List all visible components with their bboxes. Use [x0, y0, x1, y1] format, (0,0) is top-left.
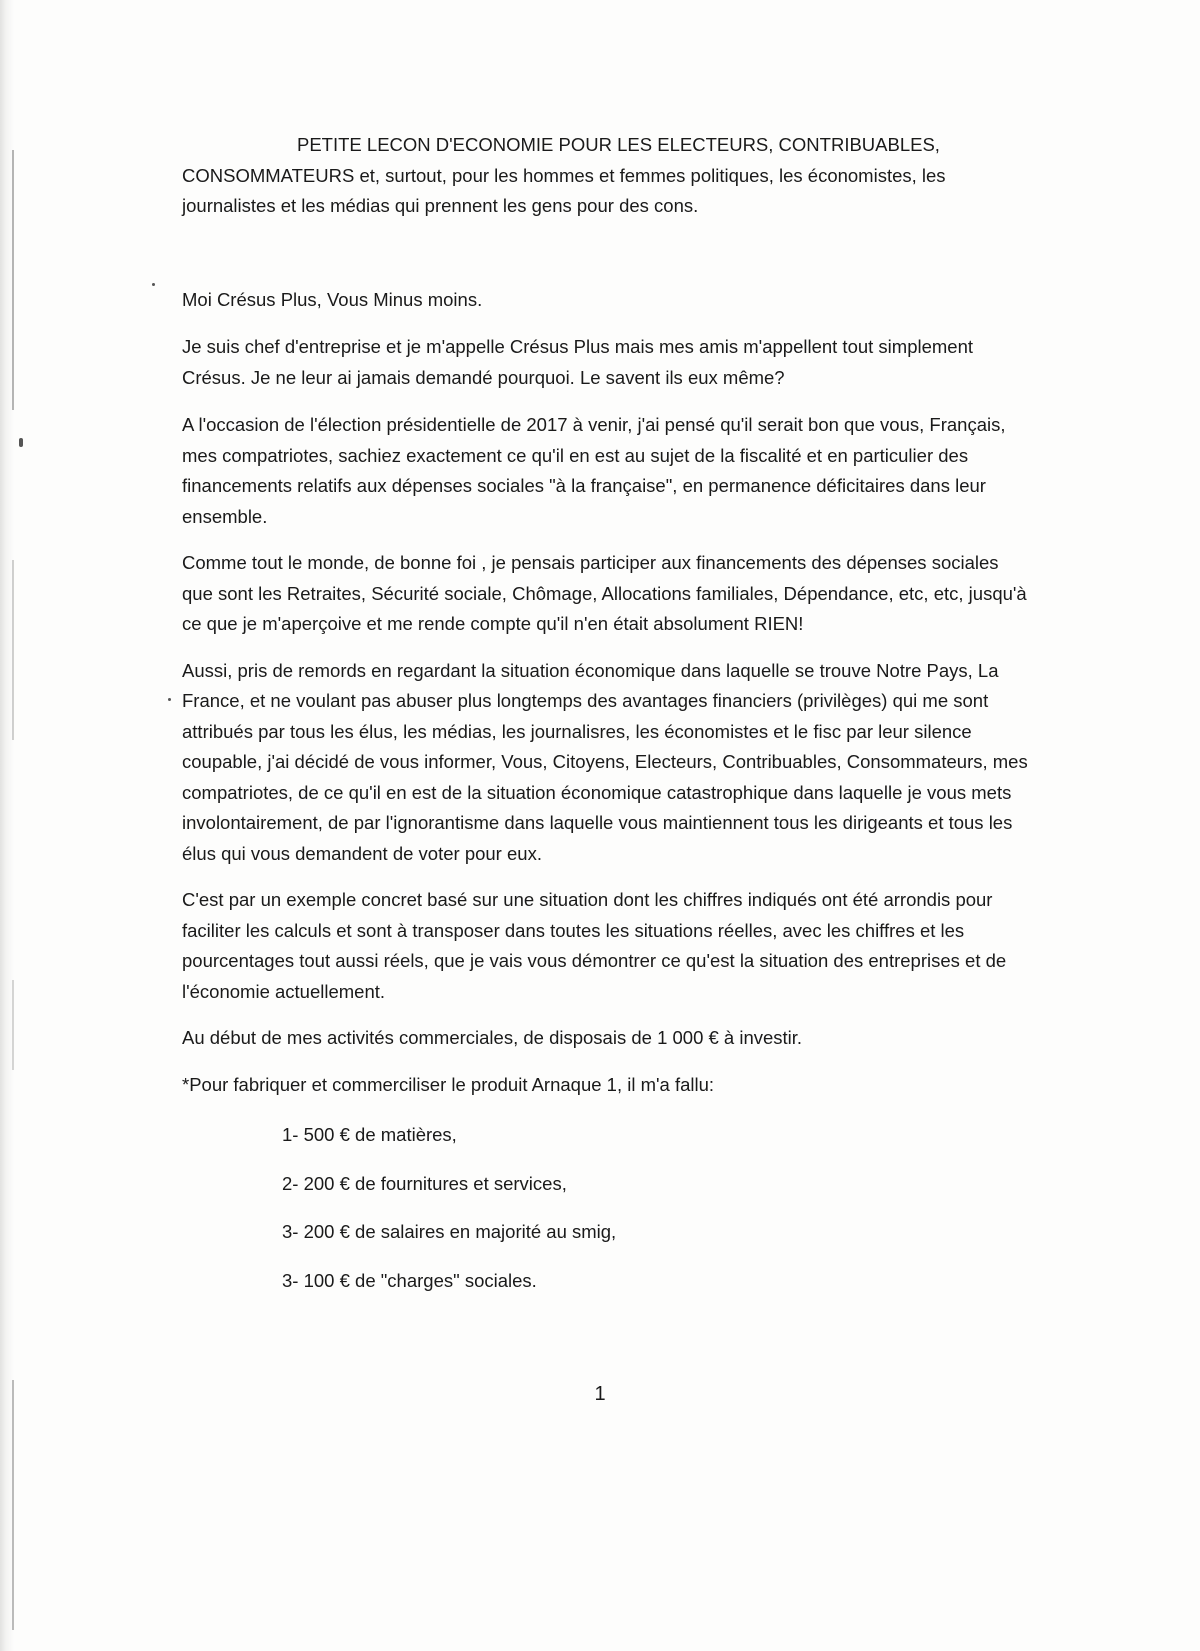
scan-speck	[152, 283, 155, 286]
paragraph: Je suis chef d'entreprise et je m'appelle Crésus Plus mais mes amis m'appellent tout simplement Crésus. Je ne leur ai jamais demandé pourquoi. Le savent ils eux même?	[182, 336, 974, 388]
page-number: 1	[594, 1383, 606, 1405]
document-title: PETITE LECON D'ECONOMIE POUR LES ELECTEURS, CONTRIBUABLES, CONSOMMATEURS et, surtout, pour les hommes et femmes politiques, les économistes, les journalistes et les médias qui prennent les gens pour des cons.	[182, 134, 946, 216]
scan-artifact-line	[12, 980, 14, 1070]
list-item: 3- 200 € de salaires en majorité au smig,	[282, 1221, 617, 1242]
paragraph: Comme tout le monde, de bonne foi , je pensais participer aux financements des dépenses sociales que sont les Retraites, Sécurité sociale, Chômage, Allocations familiales, Dépendance, etc, etc, jusqu'à ce que je m'aperçoive et me rende compte qu'il n'en était absolument RIEN!	[182, 552, 1027, 634]
list-item: 3- 100 € de "charges" sociales.	[282, 1269, 537, 1291]
cost-list	[182, 1120, 1030, 1296]
list-item: 1- 500 € de matières,	[282, 1124, 457, 1145]
paragraph: C'est par un exemple concret basé sur une situation dont les chiffres indiqués ont été arrondis pour faciliter les calculs et sont à transposer dans toutes les situations réelles, avec les chiffres et les pourcentages tout aussi réels, que je vais vous démontrer ce qu'est la situation des entreprises et de l'économie actuellement.	[182, 889, 1007, 1002]
scan-speck	[168, 698, 171, 701]
document-body	[182, 130, 1030, 1314]
paragraph: Aussi, pris de remords en regardant la situation économique dans laquelle se trouve Notre Pays, La France, et ne voulant pas abuser plus longtemps des avantages financiers (privilèges) qui me sont attribués par tous les élus, les médias, les journalisres, les économistes et le fisc par leur silence coupable, j'ai décidé de vous informer, Vous, Citoyens, Electeurs, Contribuables, Consommateurs, mes compatriotes, de ce qu'il en est de la situation économique catastrophique dans laquelle je vous mets involontairement, de par l'ignorantisme dans laquelle vous maintiennent tous les dirigeants et tous les élus qui vous demandent de voter pour eux.	[182, 659, 1028, 864]
paragraph: *Pour fabriquer et commerciliser le produit Arnaque 1, il m'a fallu:	[182, 1073, 715, 1095]
paragraph: Au début de mes activités commerciales, de disposais de 1 000 € à investir.	[182, 1027, 803, 1048]
scan-artifact-line	[12, 150, 14, 410]
paragraph: Moi Crésus Plus, Vous Minus moins.	[182, 288, 483, 310]
list-item: 2- 200 € de fournitures et services,	[282, 1172, 567, 1194]
scan-artifact-line	[12, 560, 14, 740]
scan-artifact-line	[12, 1380, 14, 1630]
paragraph: A l'occasion de l'élection présidentielle de 2017 à venir, j'ai pensé qu'il serait bon que vous, Français, mes compatriotes, sachiez exactement ce qu'il en est au sujet de la fiscalité et en particulier des financements relatifs aux dépenses sociales "à la française", en permanence déficitaires dans leur ensemble.	[182, 414, 1006, 527]
scan-speck	[19, 438, 23, 447]
